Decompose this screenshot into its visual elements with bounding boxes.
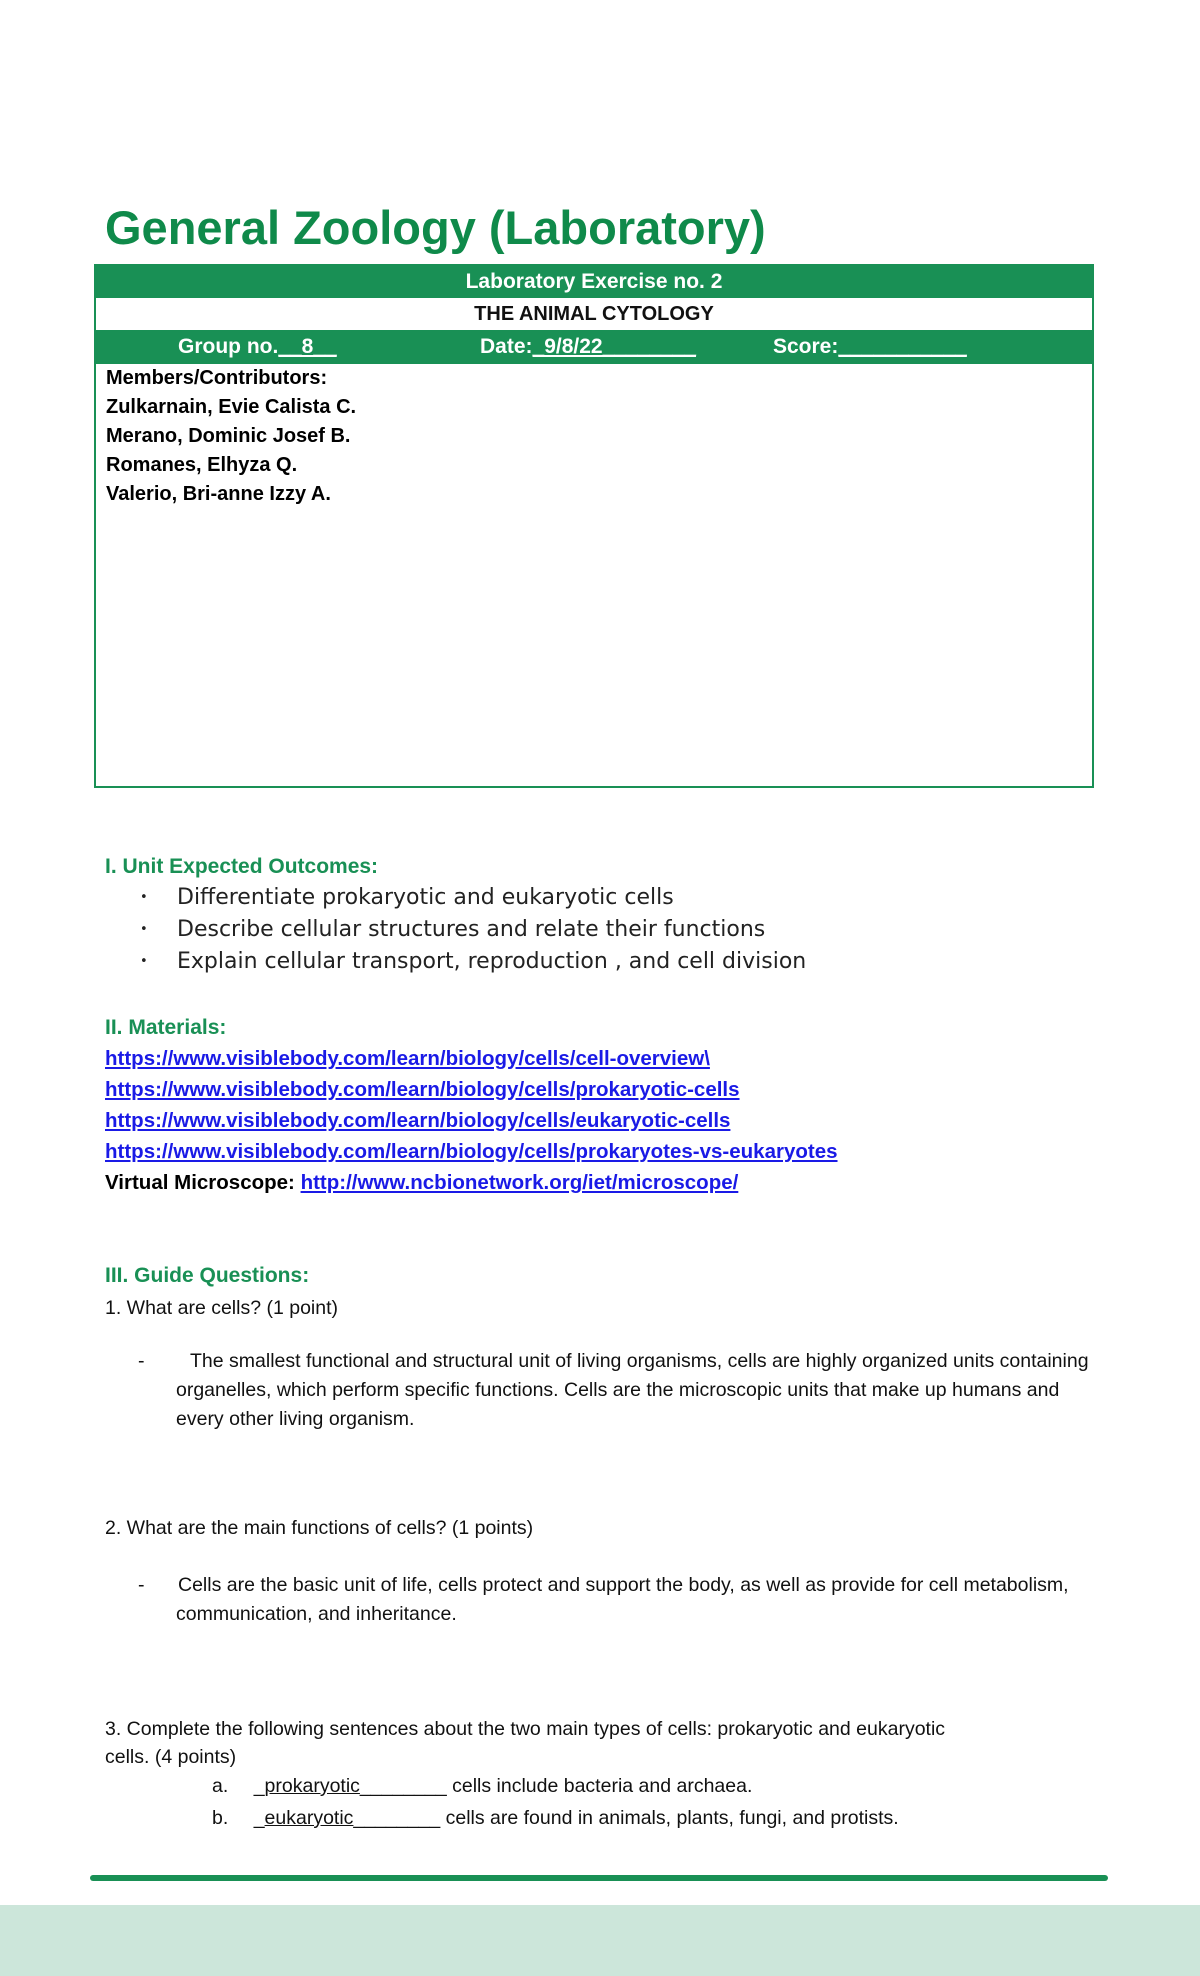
blank-answer: eukaryotic (264, 1807, 354, 1829)
exercise-topic: THE ANIMAL CYTOLOGY (474, 303, 714, 325)
footer-band (0, 1905, 1200, 1976)
answer-2 (140, 1571, 1095, 1629)
exercise-info-box (94, 264, 1094, 788)
fill-in-item-a (212, 1775, 752, 1798)
answer-2-text: Cells are the basic unit of life, cells protect and support the body, as well as provide for cell metabolism, communication, and inheritance. (176, 1574, 1069, 1625)
outcomes-list (140, 882, 806, 978)
blank-answer: prokaryotic (264, 1775, 360, 1797)
bullet-icon: • (140, 922, 148, 937)
score-field (773, 330, 967, 364)
materials-heading: II. Materials: (105, 1016, 227, 1039)
question-3-line-1: 3. Complete the following sentences about the two main types of cells: prokaryotic and eukaryotic (105, 1718, 946, 1740)
item-text: cells include bacteria and archaea. (446, 1775, 753, 1797)
date-label: Date: (480, 335, 533, 358)
member-name: Zulkarnain, Evie Calista C. (106, 396, 357, 418)
group-field (178, 330, 337, 364)
members-list (106, 364, 356, 509)
outcomes-heading: I. Unit Expected Outcomes: (105, 855, 379, 878)
bottom-divider (90, 1875, 1108, 1881)
item-marker: a. (212, 1775, 229, 1797)
outcome-item (140, 914, 806, 946)
outcome-text: Differentiate prokaryotic and eukaryotic cells (177, 885, 674, 910)
blank-suffix: ________ (359, 1775, 447, 1797)
question-3-line-2: cells. (4 points) (105, 1746, 237, 1768)
outcome-item (140, 946, 806, 978)
score-value: ___________ (838, 335, 967, 358)
group-label: Group no. (178, 335, 279, 358)
outcome-text: Explain cellular transport, reproduction , and cell division (177, 949, 807, 974)
questions-heading: III. Guide Questions: (105, 1264, 310, 1287)
material-link[interactable]: https://www.visiblebody.com/learn/biology/cells/prokaryotic-cells (105, 1078, 740, 1101)
document-title: General Zoology (Laboratory) (105, 201, 766, 254)
bullet-icon: • (140, 954, 148, 969)
answer-1-text: The smallest functional and structural unit of living organisms, cells are highly organized units containing organelles, which perform specific functions. Cells are the microscopic units that make up humans and every other living organism. (176, 1350, 1089, 1430)
date-value: _9/8/22________ (532, 335, 697, 358)
item-marker: b. (212, 1807, 229, 1829)
group-value: __8__ (278, 335, 337, 358)
virtual-microscope-link[interactable]: http://www.ncbionetwork.org/iet/microscope/ (300, 1171, 739, 1194)
score-label: Score: (773, 335, 839, 358)
virtual-microscope-label: Virtual Microscope: (105, 1171, 301, 1194)
members-label: Members/Contributors: (106, 367, 328, 389)
member-name: Merano, Dominic Josef B. (106, 425, 351, 447)
fill-in-item-b (212, 1807, 899, 1830)
bullet-icon: • (140, 890, 148, 905)
materials-links (105, 1043, 838, 1198)
answer-1 (140, 1347, 1095, 1434)
blank-prefix: _ (253, 1775, 265, 1797)
member-name: Romanes, Elhyza Q. (106, 454, 298, 476)
outcome-text: Describe cellular structures and relate their functions (177, 917, 766, 942)
item-text: cells are found in animals, plants, fungi, and protists. (440, 1807, 899, 1829)
date-field (480, 330, 696, 364)
blank-prefix: _ (253, 1807, 265, 1829)
answer-dash: - (138, 1350, 145, 1372)
blank-suffix: ________ (353, 1807, 441, 1829)
material-link[interactable]: https://www.visiblebody.com/learn/biology/cells/cell-overview\ (105, 1047, 710, 1070)
virtual-microscope-row (105, 1167, 838, 1198)
question-2: 2. What are the main functions of cells? (1 points) (105, 1517, 534, 1539)
material-link[interactable]: https://www.visiblebody.com/learn/biology/cells/eukaryotic-cells (105, 1109, 731, 1132)
member-name: Valerio, Bri-anne Izzy A. (106, 483, 331, 505)
material-link[interactable]: https://www.visiblebody.com/learn/biology/cells/prokaryotes-vs-eukaryotes (105, 1140, 838, 1163)
outcome-item (140, 882, 806, 914)
meta-band (96, 330, 1092, 364)
exercise-number: Laboratory Exercise no. 2 (96, 266, 1092, 298)
question-1: 1. What are cells? (1 point) (105, 1297, 339, 1319)
answer-dash: - (138, 1574, 145, 1596)
